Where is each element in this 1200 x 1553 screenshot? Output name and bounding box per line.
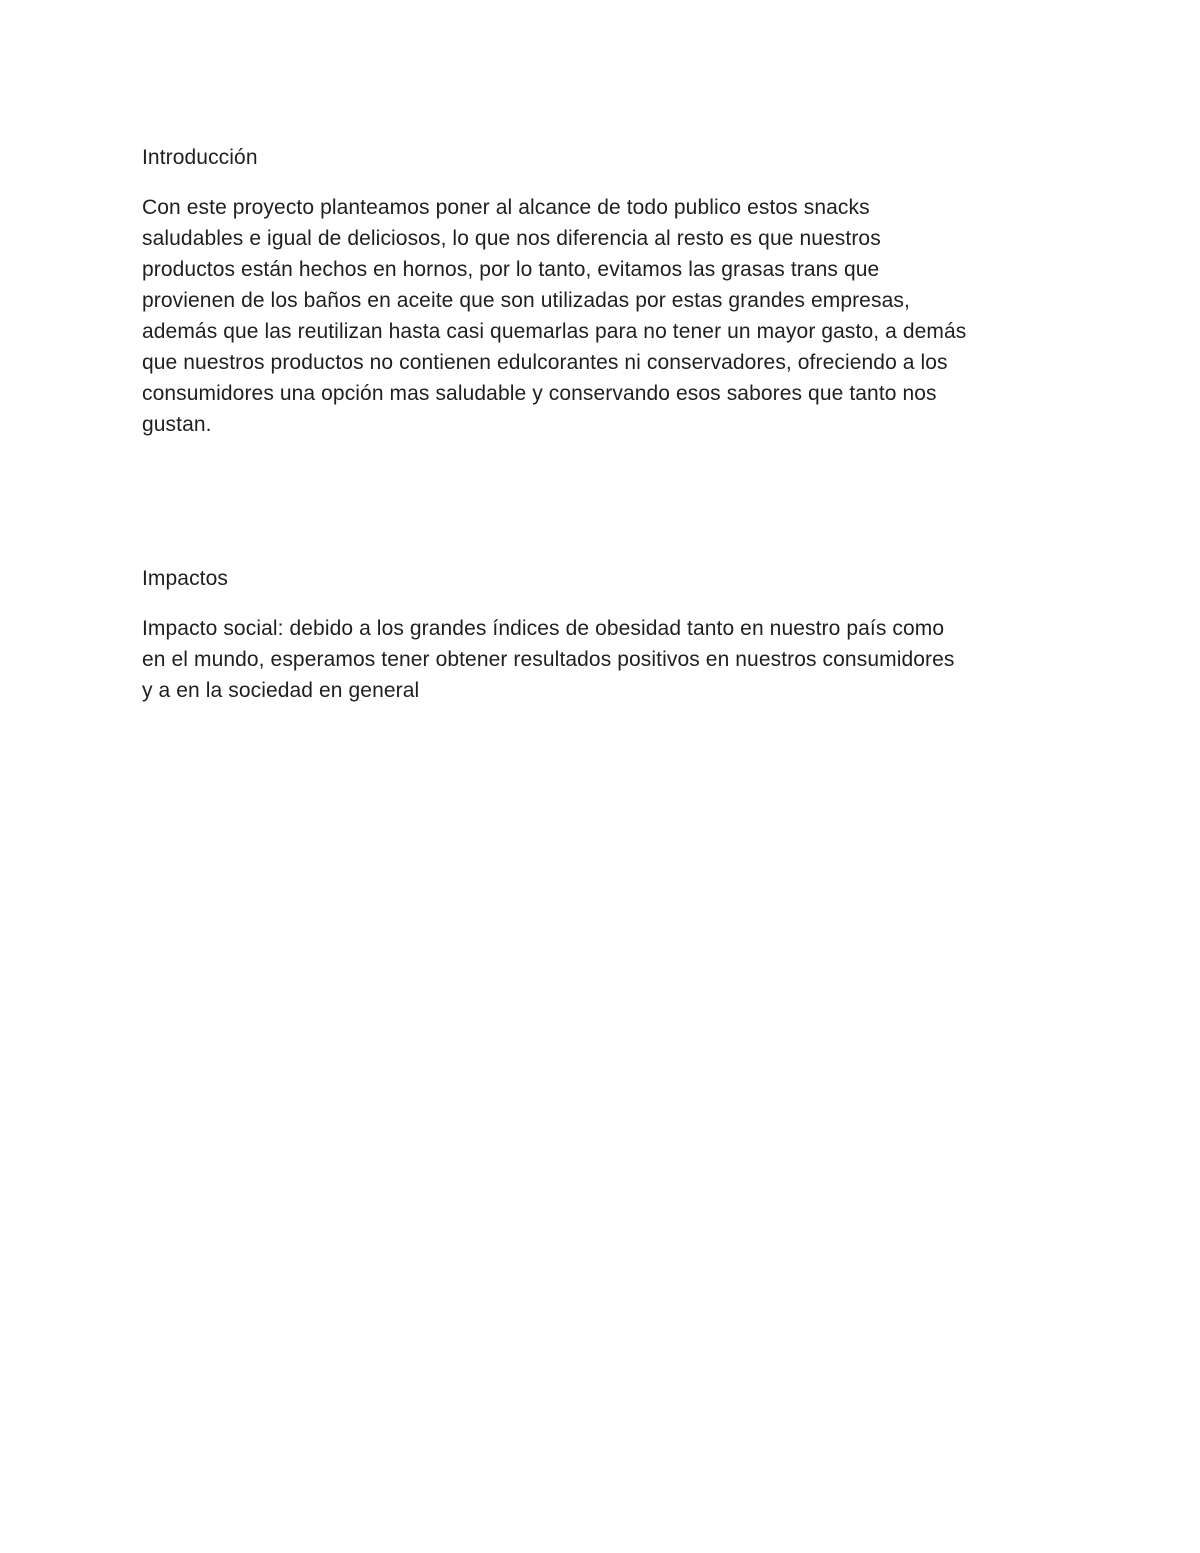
paragraph-line: productos están hechos en hornos, por lo tanto, evitamos las grasas trans que: [142, 258, 880, 281]
introduction-heading: Introducción: [142, 146, 258, 169]
introduction-paragraph: [142, 192, 1072, 440]
paragraph-line: gustan.: [142, 413, 212, 436]
impacts-heading: Impactos: [142, 567, 228, 590]
paragraph-line: consumidores una opción mas saludable y conservando esos sabores que tanto nos: [142, 382, 937, 405]
paragraph-line: saludables e igual de deliciosos, lo que nos diferencia al resto es que nuestros: [142, 227, 881, 250]
paragraph-line: en el mundo, esperamos tener obtener resultados positivos en nuestros consumidores: [142, 648, 955, 671]
introduction-section: [142, 142, 1072, 440]
paragraph-line: que nuestros productos no contienen edulcorantes ni conservadores, ofreciendo a los: [142, 351, 948, 374]
impacts-section: [142, 563, 1072, 706]
document-body: [142, 142, 1072, 706]
paragraph-line: además que las reutilizan hasta casi quemarlas para no tener un mayor gasto, a demás: [142, 320, 967, 343]
impacts-paragraph: [142, 613, 1072, 706]
paragraph-line: provienen de los baños en aceite que son utilizadas por estas grandes empresas,: [142, 289, 910, 312]
paragraph-line: Con este proyecto planteamos poner al alcance de todo publico estos snacks: [142, 196, 870, 219]
paragraph-line: y a en la sociedad en general: [142, 679, 420, 702]
paragraph-line: Impacto social: debido a los grandes índices de obesidad tanto en nuestro país como: [142, 617, 945, 640]
